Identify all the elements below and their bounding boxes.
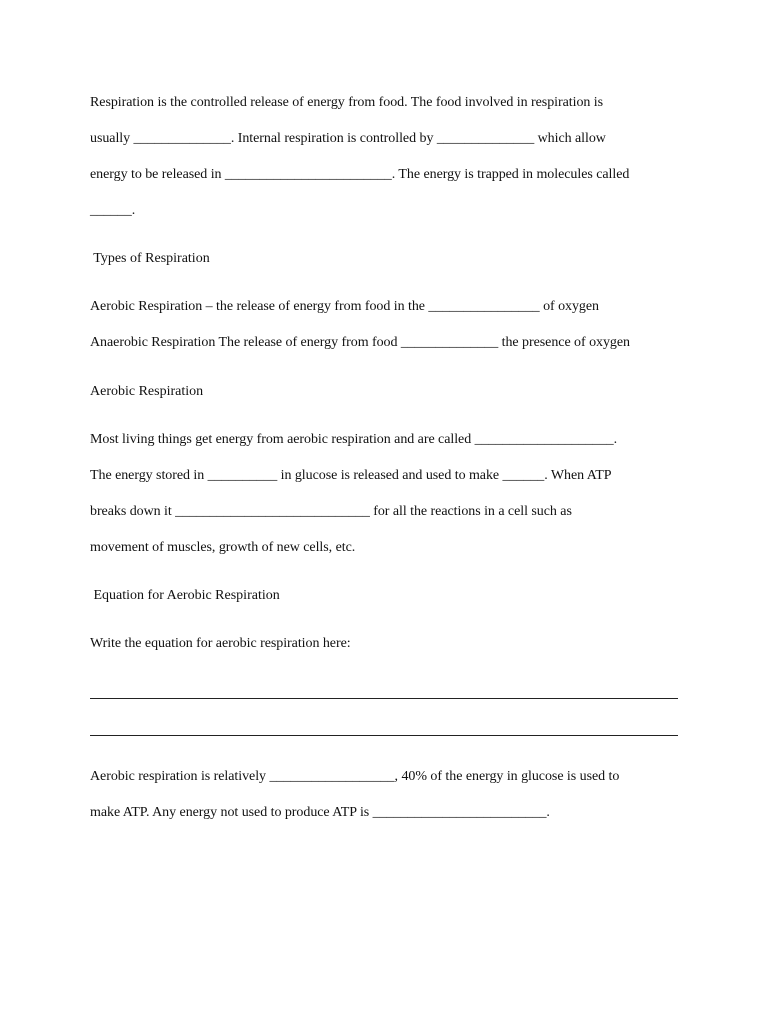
aerobic-line-2: The energy stored in __________ in glucose is released and used to make ______. When ATP	[90, 468, 612, 483]
anaerobic-definition: Anaerobic Respiration The release of energy from food ______________ the presence of oxygen	[90, 335, 630, 350]
equation-heading: Equation for Aerobic Respiration	[90, 588, 280, 603]
aerobic-heading: Aerobic Respiration	[90, 384, 204, 399]
intro-line-4: ______.	[90, 203, 136, 218]
types-heading: Types of Respiration	[90, 251, 210, 266]
efficiency-line-2: make ATP. Any energy not used to produce ATP is _________________________.	[90, 805, 550, 820]
answer-line-2[interactable]	[90, 735, 678, 736]
aerobic-line-1: Most living things get energy from aerobic respiration and are called ____________________.	[90, 432, 618, 447]
equation-prompt: Write the equation for aerobic respiration here:	[90, 636, 351, 651]
aerobic-definition: Aerobic Respiration – the release of energy from food in the ________________ of oxygen	[90, 299, 599, 314]
aerobic-line-3: breaks down it ____________________________ for all the reactions in a cell such as	[90, 504, 572, 519]
answer-line-1[interactable]	[90, 698, 678, 699]
intro-line-1: Respiration is the controlled release of energy from food. The food involved in respiration is	[90, 95, 604, 110]
aerobic-line-4: movement of muscles, growth of new cells, etc.	[90, 540, 356, 555]
efficiency-line-1: Aerobic respiration is relatively __________________, 40% of the energy in glucose is used to	[90, 769, 620, 784]
intro-line-2: usually ______________. Internal respiration is controlled by ______________ which allow	[90, 131, 606, 146]
intro-line-3: energy to be released in ________________________. The energy is trapped in molecules called	[90, 167, 630, 182]
